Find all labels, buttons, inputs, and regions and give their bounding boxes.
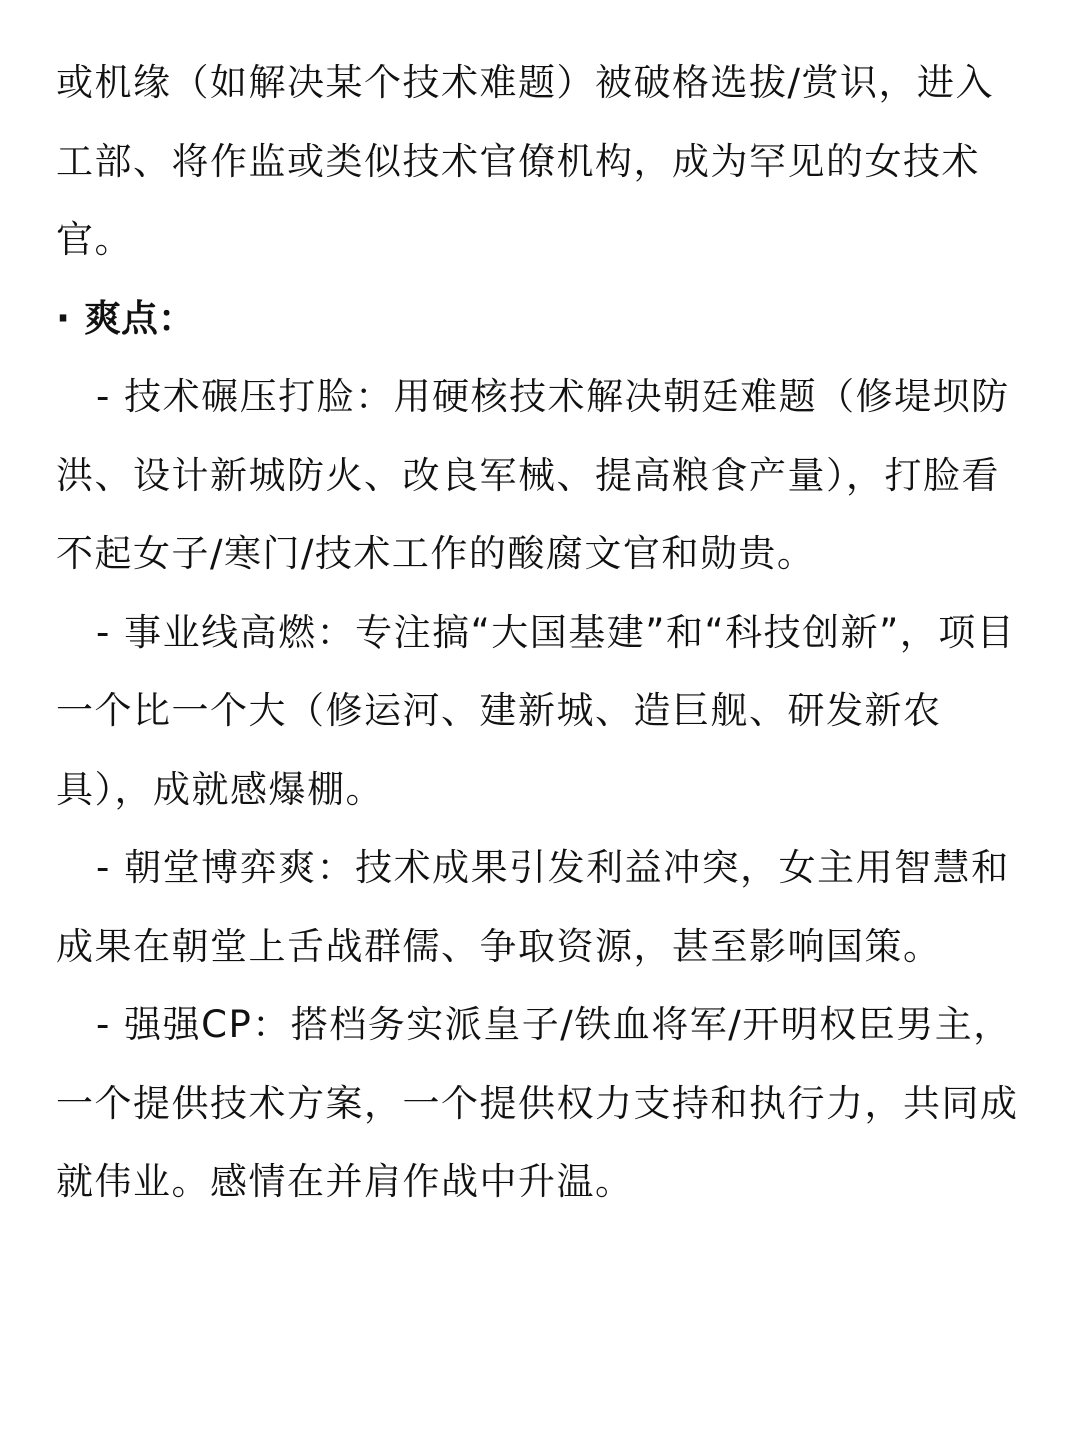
section-heading [56, 280, 1038, 359]
bullet-dot: · [56, 296, 71, 340]
list-item: - 事业线高燃：专注搞“大国基建”和“科技创新”，项目一个比一个大（修运河、建新城、造巨舰、研发新农具），成就感爆棚。 [56, 610, 1016, 811]
list-item: - 技术碾压打脸：用硬核技术解决朝廷难题（修堤坝防洪、设计新城防火、改良军械、提高粮食产量），打脸看不起女子/寒门/技术工作的酸腐文官和勋贵。 [56, 375, 1010, 575]
intro-paragraph: 或机缘（如解决某个技术难题）被破格选拔/赏识，进入工部、将作监或类似技术官僚机构，成为罕见的女技术官。 [56, 61, 994, 261]
list-item: - 朝堂博弈爽：技术成果引发利益冲突，女主用智慧和成果在朝堂上舌战群儒、争取资源，甚至影响国策。 [56, 846, 1010, 968]
section-title: 爽点： [84, 296, 196, 340]
list-item: - 强强CP：搭档务实派皇子/铁血将军/开明权臣男主，一个提供技术方案，一个提供权力支持和执行力，共同成就伟业。感情在并肩作战中升温。 [56, 1003, 1019, 1203]
